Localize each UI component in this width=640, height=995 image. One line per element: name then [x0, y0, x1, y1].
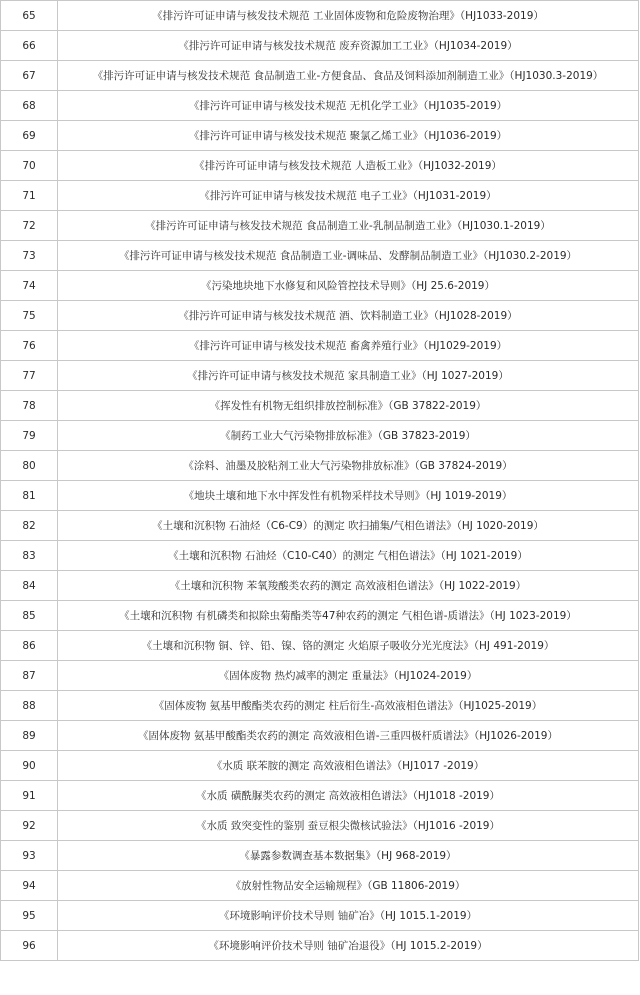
table-row	[1, 361, 639, 391]
row-number: 78	[1, 391, 58, 421]
standard-title: 《固体废物 氨基甲酸酯类农药的测定 高效液相色谱-三重四极杆质谱法》（HJ1026-2019）	[58, 721, 639, 751]
standard-title: 《环境影响评价技术导则 铀矿冶》（HJ 1015.1-2019）	[58, 901, 639, 931]
table-row	[1, 541, 639, 571]
row-number: 88	[1, 691, 58, 721]
standard-title: 《排污许可证申请与核发技术规范 食品制造工业-调味品、发酵制品制造工业》（HJ1030.2-2019）	[58, 241, 639, 271]
standard-title: 《排污许可证申请与核发技术规范 食品制造工业-方便食品、食品及饲料添加剂制造工业》（HJ1030.3-2019）	[58, 61, 639, 91]
row-number: 89	[1, 721, 58, 751]
row-number: 80	[1, 451, 58, 481]
row-number: 94	[1, 871, 58, 901]
standard-title: 《固体废物 热灼减率的测定 重量法》（HJ1024-2019）	[58, 661, 639, 691]
standard-title: 《涂料、油墨及胶粘剂工业大气污染物排放标准》（GB 37824-2019）	[58, 451, 639, 481]
row-number: 90	[1, 751, 58, 781]
standard-title: 《排污许可证申请与核发技术规范 工业固体废物和危险废物治理》（HJ1033-2019）	[58, 1, 639, 31]
standard-title: 《排污许可证申请与核发技术规范 家具制造工业》（HJ 1027-2019）	[58, 361, 639, 391]
standard-title: 《制药工业大气污染物排放标准》（GB 37823-2019）	[58, 421, 639, 451]
table-row	[1, 901, 639, 931]
standard-title: 《水质 磺酰脲类农药的测定 高效液相色谱法》（HJ1018 -2019）	[58, 781, 639, 811]
row-number: 95	[1, 901, 58, 931]
standard-title: 《暴露参数调查基本数据集》（HJ 968-2019）	[58, 841, 639, 871]
table-row	[1, 301, 639, 331]
standard-title: 《污染地块地下水修复和风险管控技术导则》（HJ 25.6-2019）	[58, 271, 639, 301]
table-row	[1, 31, 639, 61]
table-row	[1, 811, 639, 841]
standard-title: 《土壤和沉积物 石油烃（C6-C9）的测定 吹扫捕集/气相色谱法》（HJ 1020-2019）	[58, 511, 639, 541]
row-number: 67	[1, 61, 58, 91]
row-number: 75	[1, 301, 58, 331]
table-row	[1, 391, 639, 421]
table-row	[1, 931, 639, 961]
row-number: 81	[1, 481, 58, 511]
standard-title: 《土壤和沉积物 石油烃（C10-C40）的测定 气相色谱法》（HJ 1021-2019）	[58, 541, 639, 571]
row-number: 93	[1, 841, 58, 871]
row-number: 66	[1, 31, 58, 61]
table-row	[1, 481, 639, 511]
standard-title: 《挥发性有机物无组织排放控制标准》（GB 37822-2019）	[58, 391, 639, 421]
standard-title: 《排污许可证申请与核发技术规范 电子工业》（HJ1031-2019）	[58, 181, 639, 211]
table-row	[1, 121, 639, 151]
table-row	[1, 211, 639, 241]
table-row	[1, 451, 639, 481]
table-row	[1, 601, 639, 631]
table-body	[1, 1, 639, 961]
standard-title: 《排污许可证申请与核发技术规范 畜禽养殖行业》（HJ1029-2019）	[58, 331, 639, 361]
standard-title: 《排污许可证申请与核发技术规范 食品制造工业-乳制品制造工业》（HJ1030.1-2019）	[58, 211, 639, 241]
standard-title: 《水质 致突变性的鉴别 蚕豆根尖微核试验法》（HJ1016 -2019）	[58, 811, 639, 841]
row-number: 65	[1, 1, 58, 31]
row-number: 77	[1, 361, 58, 391]
table-row	[1, 271, 639, 301]
table-row	[1, 841, 639, 871]
row-number: 71	[1, 181, 58, 211]
table-row	[1, 91, 639, 121]
table-row	[1, 61, 639, 91]
standard-title: 《环境影响评价技术导则 铀矿冶退役》（HJ 1015.2-2019）	[58, 931, 639, 961]
row-number: 85	[1, 601, 58, 631]
row-number: 76	[1, 331, 58, 361]
row-number: 92	[1, 811, 58, 841]
table-row	[1, 571, 639, 601]
row-number: 73	[1, 241, 58, 271]
row-number: 72	[1, 211, 58, 241]
table-row	[1, 151, 639, 181]
standard-title: 《排污许可证申请与核发技术规范 酒、饮料制造工业》（HJ1028-2019）	[58, 301, 639, 331]
row-number: 87	[1, 661, 58, 691]
row-number: 74	[1, 271, 58, 301]
row-number: 91	[1, 781, 58, 811]
table-row	[1, 1, 639, 31]
table-row	[1, 181, 639, 211]
table-row	[1, 241, 639, 271]
row-number: 69	[1, 121, 58, 151]
standard-title: 《排污许可证申请与核发技术规范 人造板工业》（HJ1032-2019）	[58, 151, 639, 181]
row-number: 86	[1, 631, 58, 661]
standard-title: 《土壤和沉积物 有机磷类和拟除虫菊酯类等47种农药的测定 气相色谱-质谱法》（HJ 1023-2019）	[58, 601, 639, 631]
table-row	[1, 871, 639, 901]
row-number: 68	[1, 91, 58, 121]
table-row	[1, 751, 639, 781]
standard-title: 《土壤和沉积物 苯氧羧酸类农药的测定 高效液相色谱法》（HJ 1022-2019）	[58, 571, 639, 601]
standard-title: 《水质 联苯胺的测定 高效液相色谱法》（HJ1017 -2019）	[58, 751, 639, 781]
standard-title: 《地块土壤和地下水中挥发性有机物采样技术导则》（HJ 1019-2019）	[58, 481, 639, 511]
standard-title: 《排污许可证申请与核发技术规范 废弃资源加工工业》（HJ1034-2019）	[58, 31, 639, 61]
standard-title: 《土壤和沉积物 铜、锌、铅、镍、铬的测定 火焰原子吸收分光光度法》（HJ 491-2019）	[58, 631, 639, 661]
table-row	[1, 691, 639, 721]
row-number: 82	[1, 511, 58, 541]
row-number: 83	[1, 541, 58, 571]
table-row	[1, 421, 639, 451]
row-number: 79	[1, 421, 58, 451]
standard-title: 《排污许可证申请与核发技术规范 聚氯乙烯工业》（HJ1036-2019）	[58, 121, 639, 151]
table-row	[1, 781, 639, 811]
table-row	[1, 661, 639, 691]
standard-title: 《放射性物品安全运输规程》（GB 11806-2019）	[58, 871, 639, 901]
standard-title: 《排污许可证申请与核发技术规范 无机化学工业》（HJ1035-2019）	[58, 91, 639, 121]
table-row	[1, 721, 639, 751]
row-number: 96	[1, 931, 58, 961]
row-number: 70	[1, 151, 58, 181]
table-row	[1, 511, 639, 541]
standard-title: 《固体废物 氨基甲酸酯类农药的测定 柱后衍生-高效液相色谱法》（HJ1025-2019）	[58, 691, 639, 721]
table-row	[1, 331, 639, 361]
table-row	[1, 631, 639, 661]
row-number: 84	[1, 571, 58, 601]
